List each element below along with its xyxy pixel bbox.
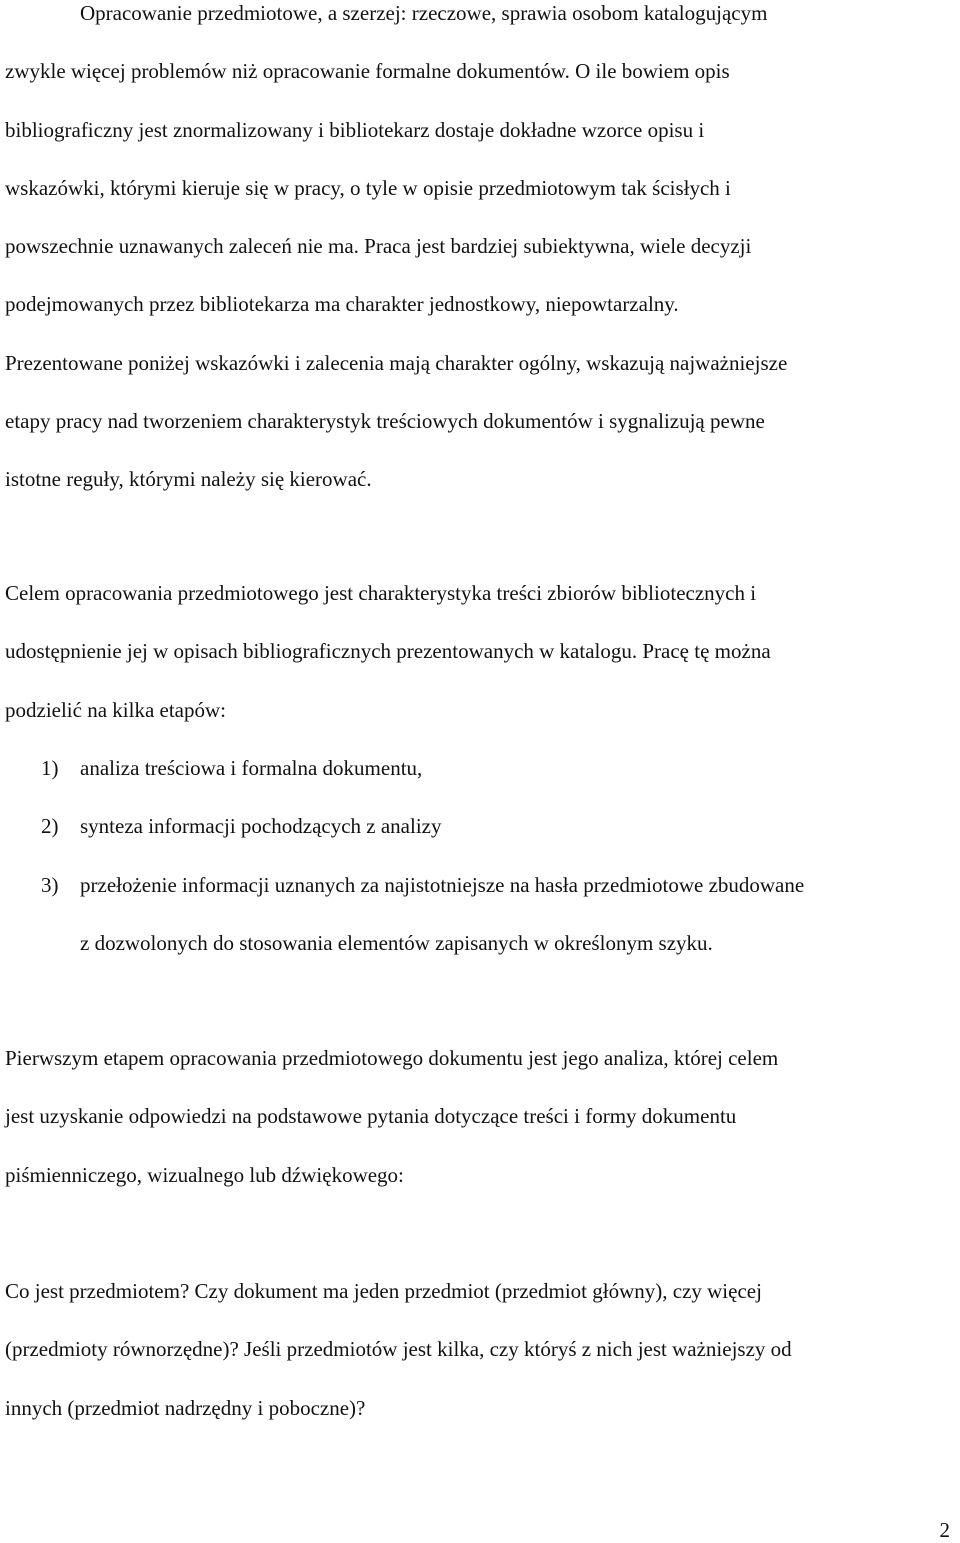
list-number: 3): [41, 872, 59, 897]
text-line: podejmowanych przez bibliotekarza ma charakter jednostkowy, niepowtarzalny.: [5, 292, 679, 317]
text-line: piśmienniczego, wizualnego lub dźwiękowego:: [5, 1162, 404, 1187]
list-number: 1): [41, 756, 59, 780]
list-number: 2): [41, 814, 59, 839]
text-line: (przedmioty równorzędne)? Jeśli przedmiotów jest kilka, czy któryś z nich jest ważniejszy od: [5, 1337, 792, 1362]
list-text: synteza informacji pochodzących z analizy: [80, 814, 442, 839]
text-line: zwykle więcej problemów niż opracowanie formalne dokumentów. O ile bowiem opis: [5, 59, 730, 84]
text-line: podzielić na kilka etapów:: [5, 697, 227, 722]
paragraph-analysis: [5, 1029, 955, 1204]
text-line: udostępnienie jej w opisach bibliograficznych prezentowanych w katalogu. Pracę tę można: [5, 639, 771, 664]
text-line: Prezentowane poniżej wskazówki i zalecenia mają charakter ogólny, wskazują najważniejsze: [5, 350, 788, 375]
paragraph-intro: [5, 0, 955, 509]
list-text: analiza treściowa i formalna dokumentu,: [80, 756, 423, 780]
text-line: Celem opracowania przedmiotowego jest charakterystyka treści zbiorów bibliotecznych i: [5, 581, 757, 605]
list-text: przełożenie informacji uznanych za najistotniejsze na hasła przedmiotowe zbudowane: [80, 872, 805, 897]
list-item: [41, 797, 956, 855]
text-line: Opracowanie przedmiotowe, a szerzej: rzeczowe, sprawia osobom katalogującym: [80, 1, 768, 25]
list-item: [41, 856, 956, 973]
text-line: Pierwszym etapem opracowania przedmiotowego dokumentu jest jego analiza, której celem: [5, 1046, 779, 1070]
text-line: jest uzyskanie odpowiedzi na podstawowe pytania dotyczące treści i formy dokumentu: [5, 1104, 737, 1129]
text-line: innych (przedmiot nadrzędny i poboczne)?: [5, 1395, 366, 1420]
text-line: bibliograficzny jest znormalizowany i bibliotekarz dostaje dokładne wzorce opisu i: [5, 117, 705, 142]
text-line: wskazówki, którymi kieruje się w pracy, o tyle w opisie przedmiotowym tak ścisłych i: [5, 175, 731, 200]
paragraph-questions: [5, 1262, 955, 1437]
stages-list: [41, 739, 956, 972]
list-item: [41, 739, 956, 797]
list-text-continuation: z dozwolonych do stosowania elementów zapisanych w określonym szyku.: [80, 930, 713, 955]
page-number: 2: [939, 1518, 950, 1542]
text-line: powszechnie uznawanych zaleceń nie ma. Praca jest bardziej subiektywna, wiele decyzji: [5, 234, 752, 259]
text-line: etapy pracy nad tworzeniem charakterystyk treściowych dokumentów i sygnalizują pewne: [5, 409, 765, 434]
text-line: istotne reguły, którymi należy się kierować.: [5, 467, 372, 492]
paragraph-goal: [5, 564, 955, 739]
text-line: Co jest przedmiotem? Czy dokument ma jeden przedmiot (przedmiot główny), czy więcej: [5, 1279, 762, 1303]
